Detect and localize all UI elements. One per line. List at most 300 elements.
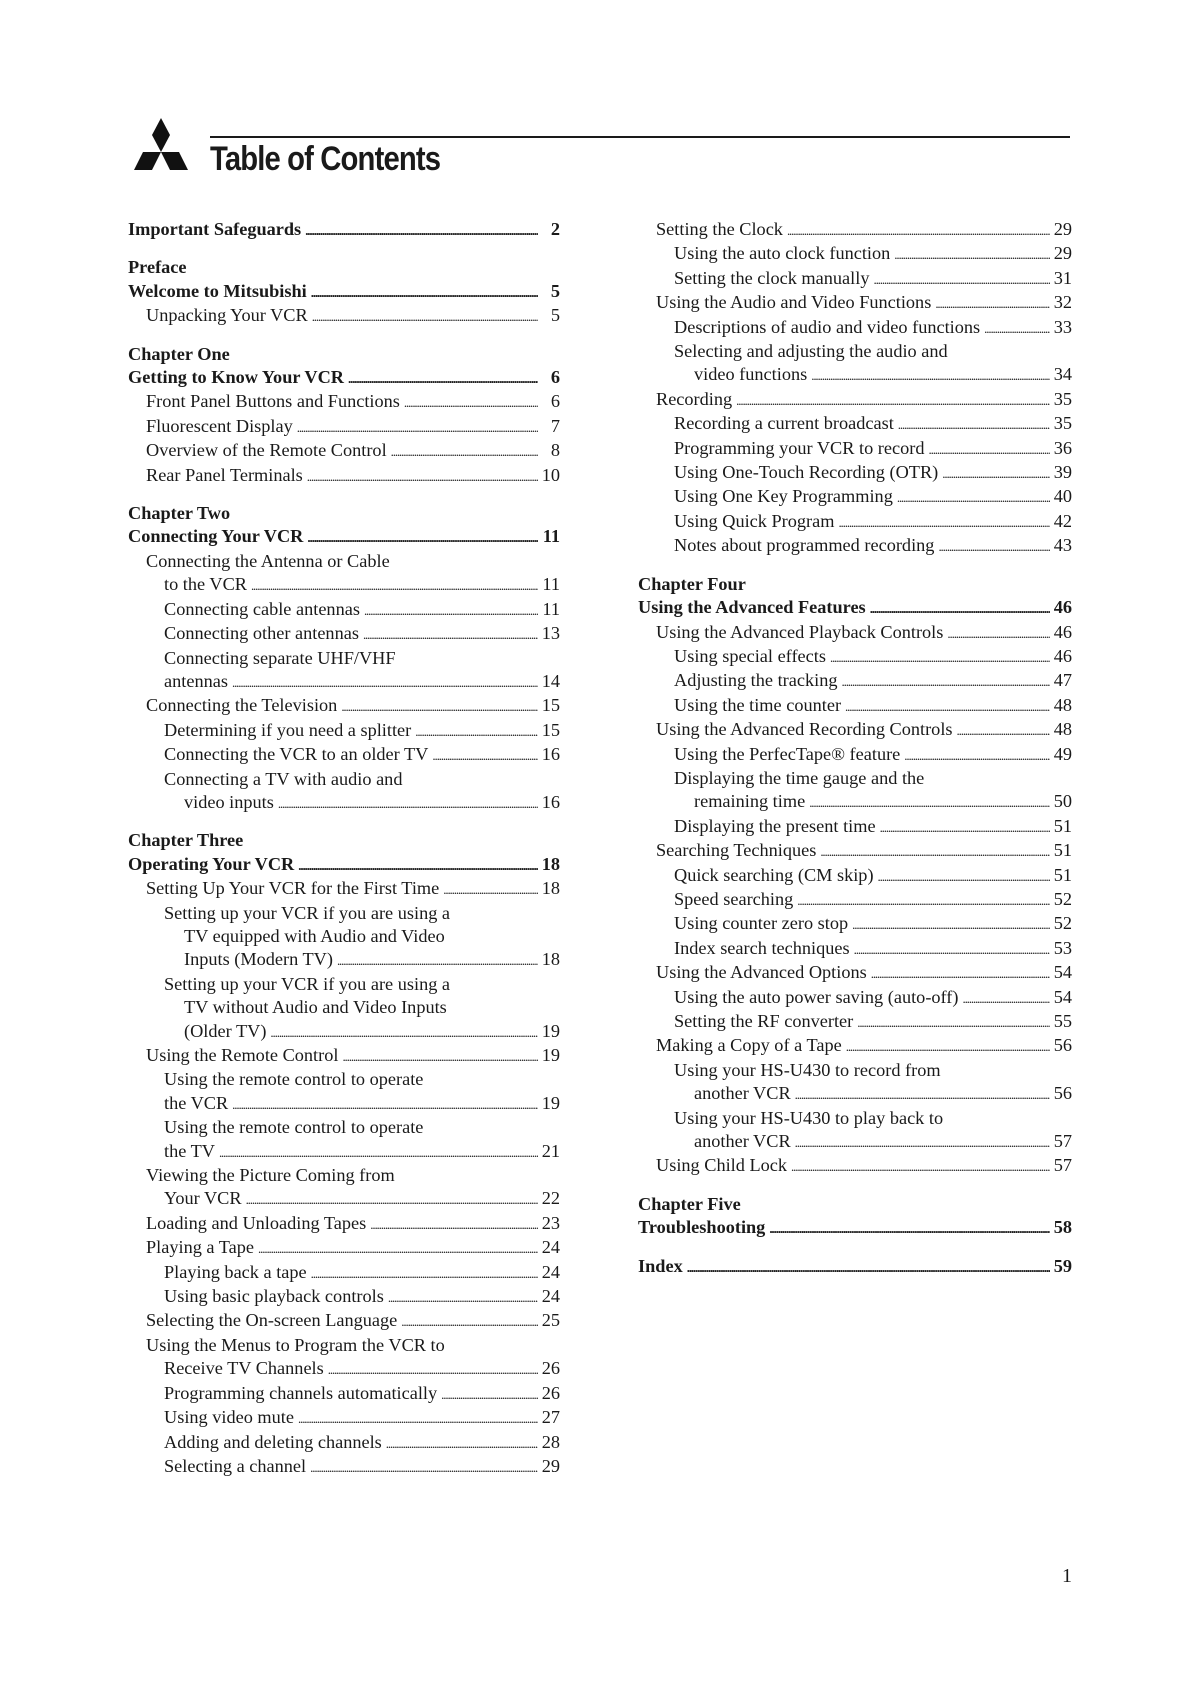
toc-entry[interactable] [638, 363, 1072, 387]
toc-entry-page: 46 [1053, 621, 1072, 642]
dot-leader [938, 534, 1049, 558]
toc-entry-title: Using the Advanced Recording Controls [656, 719, 953, 740]
toc-entry-title: another VCR [694, 1083, 791, 1104]
toc-entry-title: the TV [164, 1140, 215, 1161]
toc-entry[interactable] [638, 694, 1072, 718]
dot-leader [769, 1216, 1049, 1240]
toc-entry[interactable] [128, 1285, 560, 1309]
toc-entry[interactable] [638, 888, 1072, 912]
toc-entry-title: Unpacking Your VCR [146, 305, 308, 326]
toc-entry-title: Adding and deleting channels [164, 1431, 382, 1452]
toc-entry-title: Receive TV Channels [164, 1358, 324, 1379]
toc-entry[interactable] [638, 1154, 1072, 1178]
toc-entry[interactable] [128, 622, 560, 646]
toc-section-heading: Preface [128, 257, 187, 278]
toc-entry-title: Determining if you need a splitter [164, 719, 412, 740]
toc-entry-title: Selecting the On-screen Language [146, 1310, 398, 1331]
toc-entry-page: 51 [1053, 864, 1072, 885]
dot-leader [797, 888, 1049, 912]
dot-leader [443, 877, 537, 901]
dot-leader [687, 1255, 1050, 1279]
dot-leader [432, 743, 537, 767]
dot-leader [246, 1187, 538, 1211]
dot-leader [311, 280, 538, 304]
toc-entry-page: 35 [1053, 413, 1072, 434]
toc-entry-page: 7 [550, 415, 560, 436]
dot-leader [873, 267, 1049, 291]
toc-entry-page: 46 [1053, 645, 1072, 666]
dot-leader [795, 1130, 1050, 1154]
toc-entry-page: 54 [1053, 962, 1072, 983]
toc-entry-title: Using the auto power saving (auto-off) [674, 986, 959, 1007]
toc-entry[interactable] [128, 853, 560, 877]
dot-leader [363, 622, 538, 646]
toc-entry[interactable] [128, 1382, 560, 1406]
toc-entry-page: 54 [1053, 986, 1072, 1007]
toc-entry-title: Using special effects [674, 645, 826, 666]
toc-entry-title: Overview of the Remote Control [146, 440, 387, 461]
toc-entry-title: Connecting cable antennas [164, 598, 360, 619]
toc-entry[interactable] [128, 1406, 560, 1430]
toc-entry[interactable] [128, 1212, 560, 1236]
toc-entry-page: 13 [541, 623, 560, 644]
toc-entry[interactable] [638, 437, 1072, 461]
dot-leader [878, 864, 1050, 888]
dot-leader [386, 1431, 538, 1455]
toc-entry[interactable] [128, 439, 560, 463]
toc-entry-page: 19 [541, 1045, 560, 1065]
toc-entry-continued: Using the Menus to Program the VCR to [146, 1334, 445, 1355]
toc-entry-page: 28 [541, 1431, 560, 1452]
toc-entry[interactable] [638, 461, 1072, 485]
toc-entry-continued: Using the remote control to operate [164, 1069, 424, 1090]
toc-entry-page: 26 [541, 1358, 560, 1379]
toc-entry[interactable] [128, 694, 560, 718]
toc-entry-page: 53 [1053, 937, 1072, 958]
dot-leader [401, 1309, 537, 1333]
toc-entry-page: 31 [1053, 267, 1072, 288]
toc-entry-page: 14 [541, 670, 560, 691]
toc-entry[interactable] [128, 464, 560, 488]
toc-entry[interactable] [638, 1082, 1072, 1106]
toc-entry[interactable] [638, 596, 1072, 620]
toc-entry-title: Playing back a tape [164, 1261, 307, 1282]
toc-entry-page: 5 [550, 280, 560, 301]
toc-entry-title: Connecting the Television [146, 695, 338, 716]
toc-entry[interactable] [638, 669, 1072, 693]
dot-leader [736, 388, 1050, 412]
three-diamond-logo-icon [122, 118, 200, 188]
toc-entry[interactable] [128, 1020, 560, 1044]
toc-entry[interactable] [638, 1255, 1072, 1279]
toc-entry-page: 40 [1053, 486, 1072, 507]
toc-entry-title: Using the auto clock function [674, 243, 891, 264]
toc-entry[interactable] [128, 573, 560, 597]
toc-entry[interactable] [638, 316, 1072, 340]
toc-entry[interactable] [638, 1216, 1072, 1240]
toc-entry-title: Connecting Your VCR [128, 526, 304, 547]
toc-entry-page: 21 [541, 1140, 560, 1161]
toc-entry[interactable] [128, 280, 560, 304]
toc-entry-title: Selecting a channel [164, 1455, 307, 1476]
toc-entry-page: 19 [541, 1020, 560, 1041]
toc-entry-continued: TV without Audio and Video Inputs [184, 997, 447, 1018]
toc-entry[interactable] [638, 645, 1072, 669]
toc-entry[interactable] [638, 937, 1072, 961]
toc-entry-page: 23 [541, 1212, 560, 1233]
toc-entry-page: 18 [541, 949, 560, 970]
toc-entry-continued: Viewing the Picture Coming from [146, 1165, 395, 1186]
toc-section-heading: Chapter Four [638, 573, 746, 594]
toc-entry-page: 43 [1053, 535, 1072, 556]
toc-entry-page: 11 [542, 574, 560, 595]
toc-entry[interactable] [128, 877, 560, 901]
toc-entry-page: 24 [541, 1237, 560, 1258]
toc-entry-title: Using video mute [164, 1407, 294, 1428]
toc-entry[interactable] [128, 390, 560, 414]
dot-leader [880, 815, 1050, 839]
toc-entry-page: 56 [1053, 1083, 1072, 1104]
dot-leader [898, 412, 1050, 436]
toc-entry-title: Troubleshooting [638, 1217, 766, 1238]
toc-entry-title: Setting the RF converter [674, 1011, 854, 1031]
toc-entry-continued: Using your HS-U430 to record from [674, 1059, 941, 1080]
toc-entry-page: 29 [541, 1455, 560, 1476]
toc-entry[interactable] [638, 1034, 1072, 1058]
toc-entry[interactable] [128, 1044, 560, 1068]
toc-entry-page: 24 [541, 1286, 560, 1307]
toc-section-heading: Chapter Five [638, 1193, 741, 1214]
toc-entry-page: 10 [541, 464, 560, 485]
dot-leader [341, 694, 537, 718]
dot-leader [342, 1044, 537, 1068]
toc-entry[interactable] [638, 986, 1072, 1010]
toc-entry-title: Your VCR [164, 1188, 242, 1209]
toc-entry-page: 16 [541, 744, 560, 765]
toc-entry-title: video inputs [184, 791, 274, 812]
toc-entry-continued: Using the remote control to operate [164, 1117, 424, 1138]
toc-entry-title: Searching Techniques [656, 840, 817, 861]
dot-leader [935, 291, 1049, 315]
toc-entry-title: Important Safeguards [128, 219, 302, 239]
dot-leader [364, 598, 538, 622]
toc-entry-title: Using the Remote Control [146, 1045, 339, 1065]
toc-entry[interactable] [638, 718, 1072, 742]
toc-entry[interactable] [638, 839, 1072, 863]
toc-entry[interactable] [638, 534, 1072, 558]
toc-entry-page: 55 [1053, 1011, 1072, 1031]
dot-leader [441, 1382, 538, 1406]
dot-leader [894, 242, 1049, 266]
toc-entry[interactable] [128, 670, 560, 694]
toc-entry-page: 39 [1053, 462, 1072, 483]
toc-entry-page: 57 [1053, 1131, 1072, 1152]
dot-leader [311, 1261, 538, 1285]
dot-leader [904, 743, 1049, 767]
toc-section-heading: Chapter Three [128, 830, 244, 851]
dot-leader [415, 719, 537, 743]
toc-entry-page: 6 [550, 367, 560, 388]
toc-entry[interactable] [638, 485, 1072, 509]
toc-section-heading: Chapter One [128, 343, 230, 364]
toc-entry-title: Using the Audio and Video Functions [656, 292, 932, 313]
toc-entry-continued: Connecting the Antenna or Cable [146, 550, 390, 571]
dot-leader [337, 948, 538, 972]
toc-entry-page: 49 [1053, 743, 1072, 764]
toc-entry-page: 51 [1053, 815, 1072, 836]
toc-entry-continued: Connecting a TV with audio and [164, 768, 403, 789]
dot-leader [258, 1236, 538, 1260]
dot-leader [232, 1092, 538, 1116]
toc-entry-title: Inputs (Modern TV) [184, 949, 333, 970]
toc-entry-page: 34 [1053, 364, 1072, 385]
dot-leader [348, 366, 538, 390]
toc-entry[interactable] [128, 1261, 560, 1285]
toc-entry[interactable] [128, 948, 560, 972]
toc-entry-title: Setting Up Your VCR for the First Time [146, 878, 440, 899]
dot-leader [842, 669, 1050, 693]
dot-leader [219, 1140, 538, 1164]
toc-entry-page: 24 [541, 1261, 560, 1282]
toc-entry-page: 52 [1053, 888, 1072, 909]
toc-entry[interactable] [638, 412, 1072, 436]
toc-entry-continued: Using your HS-U430 to play back to [674, 1107, 944, 1128]
toc-entry-title: antennas [164, 670, 228, 691]
toc-entry-page: 32 [1053, 292, 1072, 313]
toc-entry-title: Loading and Unloading Tapes [146, 1212, 367, 1233]
toc-entry-page: 2 [550, 219, 560, 239]
toc-entry-page: 22 [541, 1188, 560, 1209]
dot-leader [791, 1154, 1050, 1178]
toc-entry-page: 19 [541, 1092, 560, 1113]
toc-entry-continued: Selecting and adjusting the audio and [674, 341, 948, 362]
dot-leader [820, 839, 1049, 863]
toc-entry-page: 33 [1053, 316, 1072, 337]
toc-entry[interactable] [638, 1010, 1072, 1034]
dot-leader [251, 573, 538, 597]
page-header [122, 112, 1070, 192]
dot-leader [787, 218, 1050, 242]
toc-entry-title: Speed searching [674, 888, 794, 909]
toc-entry-page: 50 [1053, 791, 1072, 812]
toc-entry-title: Using One Key Programming [674, 486, 893, 507]
toc-entry-title: Operating Your VCR [128, 853, 295, 874]
page-title: Table of Contents [210, 140, 441, 178]
toc-entry[interactable] [638, 291, 1072, 315]
toc-entry-title: Getting to Know Your VCR [128, 367, 344, 388]
dot-leader [312, 304, 538, 328]
toc-entry[interactable] [128, 218, 560, 242]
toc-entry-page: 57 [1053, 1155, 1072, 1176]
dot-leader [830, 645, 1050, 669]
toc-entry-page: 18 [541, 878, 560, 899]
toc-entry-title: Recording [656, 388, 733, 409]
toc-entry-continued: Setting up your VCR if you are using a [164, 902, 451, 923]
toc-entry-page: 16 [541, 791, 560, 812]
toc-entry[interactable] [638, 388, 1072, 412]
toc-entry-page: 26 [541, 1382, 560, 1403]
toc-entry[interactable] [128, 304, 560, 328]
toc-entry[interactable] [128, 366, 560, 390]
dot-leader [404, 390, 538, 414]
dot-leader [305, 218, 538, 242]
toc-entry-page: 11 [542, 598, 560, 619]
toc-entry-title: Index search techniques [674, 937, 850, 958]
toc-entry-title: Adjusting the tracking [674, 670, 838, 691]
toc-entry-title: Rear Panel Terminals [146, 464, 303, 485]
toc-section-heading: Chapter Two [128, 503, 231, 524]
toc-entry-title: Setting the clock manually [674, 267, 870, 288]
toc-entry-title: Using the Advanced Options [656, 962, 867, 983]
toc-entry-title: Using counter zero stop [674, 913, 849, 934]
dot-leader [857, 1010, 1049, 1034]
toc-entry[interactable] [128, 791, 560, 815]
dot-leader [871, 961, 1050, 985]
dot-leader [809, 790, 1050, 814]
toc-entry-title: Using the time counter [674, 694, 842, 715]
toc-entry[interactable] [128, 525, 560, 549]
toc-left-column [128, 218, 560, 1479]
dot-leader [298, 853, 537, 877]
toc-entry-title: Descriptions of audio and video functions [674, 316, 981, 337]
toc-entry-page: 47 [1053, 670, 1072, 691]
toc-entry-page: 29 [1053, 219, 1072, 239]
toc-entry[interactable] [128, 598, 560, 622]
toc-entry-title: remaining time [694, 791, 806, 812]
toc-entry[interactable] [638, 961, 1072, 985]
toc-entry[interactable] [128, 1309, 560, 1333]
dot-leader [270, 1020, 537, 1044]
toc-entry-title: Front Panel Buttons and Functions [146, 391, 400, 412]
dot-leader [854, 937, 1050, 961]
toc-entry-title: Making a Copy of a Tape [656, 1035, 842, 1056]
toc-entry-page: 15 [541, 719, 560, 740]
toc-entry-title: Welcome to Mitsubishi [128, 280, 307, 301]
toc-entry-title: Connecting other antennas [164, 623, 359, 644]
toc-entry[interactable] [638, 790, 1072, 814]
toc-entry-title: Index [638, 1255, 683, 1276]
toc-entry[interactable] [128, 719, 560, 743]
dot-leader [391, 439, 538, 463]
toc-entry-title: Notes about programmed recording [674, 535, 935, 556]
toc-right-column [638, 218, 1072, 1279]
dot-leader [838, 510, 1049, 534]
dot-leader [388, 1285, 538, 1309]
dot-leader [962, 986, 1049, 1010]
toc-entry[interactable] [638, 218, 1072, 242]
toc-entry-page: 42 [1053, 510, 1072, 531]
toc-entry[interactable] [638, 743, 1072, 767]
toc-entry-title: Using Child Lock [656, 1155, 788, 1176]
toc-entry[interactable] [638, 510, 1072, 534]
toc-entry-title: Recording a current broadcast [674, 413, 894, 434]
dot-leader [929, 437, 1050, 461]
toc-entry-continued: Connecting separate UHF/VHF [164, 647, 396, 668]
toc-entry[interactable] [128, 1357, 560, 1381]
toc-entry[interactable] [128, 1187, 560, 1211]
dot-leader [957, 718, 1050, 742]
toc-entry[interactable] [128, 743, 560, 767]
dot-leader [307, 464, 538, 488]
toc-entry-title: Using One-Touch Recording (OTR) [674, 462, 939, 483]
toc-entry-page: 36 [1053, 437, 1072, 458]
toc-entry-title: Using Quick Program [674, 510, 835, 531]
toc-entry[interactable] [638, 242, 1072, 266]
toc-entry-title: the VCR [164, 1092, 229, 1113]
toc-entry-page: 51 [1053, 840, 1072, 861]
toc-entry-title: Fluorescent Display [146, 415, 293, 436]
toc-entry[interactable] [128, 1236, 560, 1260]
toc-entry-title: Programming channels automatically [164, 1382, 438, 1403]
header-rule [210, 136, 1070, 138]
toc-entry-page: 48 [1053, 719, 1072, 740]
dot-leader [984, 316, 1050, 340]
toc-entry-title: Quick searching (CM skip) [674, 864, 874, 885]
toc-entry-title: Using the PerfecTape® feature [674, 743, 901, 764]
toc-entry-page: 18 [541, 853, 560, 874]
dot-leader [897, 485, 1050, 509]
toc-entry-page: 11 [542, 526, 560, 547]
toc-entry-page: 46 [1053, 597, 1072, 618]
toc-entry-title: video functions [694, 364, 808, 385]
toc-entry-page: 58 [1053, 1217, 1072, 1238]
toc-entry-title: another VCR [694, 1131, 791, 1152]
toc-entry-title: Using the Advanced Playback Controls [656, 621, 944, 642]
toc-entry-title: Setting the Clock [656, 219, 783, 239]
toc-entry-page: 35 [1053, 388, 1072, 409]
toc-entry-continued: TV equipped with Audio and Video [184, 925, 445, 946]
toc-entry-title: to the VCR [164, 574, 247, 595]
toc-entry[interactable] [638, 267, 1072, 291]
toc-entry-page: 27 [541, 1407, 560, 1428]
toc-entry-page: 52 [1053, 913, 1072, 934]
dot-leader [870, 596, 1050, 620]
toc-entry-title: Connecting the VCR to an older TV [164, 744, 429, 765]
dot-leader [942, 461, 1049, 485]
toc-entry[interactable] [638, 1130, 1072, 1154]
toc-entry-page: 25 [541, 1310, 560, 1331]
toc-entry-title: Programming your VCR to record [674, 437, 925, 458]
toc-entry-page: 6 [550, 391, 560, 412]
toc-entry-title: (Older TV) [184, 1020, 267, 1041]
toc-entry[interactable] [128, 1140, 560, 1164]
dot-leader [811, 363, 1049, 387]
toc-entry-page: 29 [1053, 243, 1072, 264]
toc-entry[interactable] [638, 815, 1072, 839]
toc-entry-continued: Setting up your VCR if you are using a [164, 973, 451, 994]
dot-leader [795, 1082, 1050, 1106]
dot-leader [846, 1034, 1050, 1058]
toc-entry-page: 48 [1053, 694, 1072, 715]
toc-entry[interactable] [128, 1431, 560, 1455]
toc-entry[interactable] [638, 864, 1072, 888]
dot-leader [852, 912, 1050, 936]
toc-entry[interactable] [638, 912, 1072, 936]
dot-leader [278, 791, 538, 815]
dot-leader [947, 621, 1049, 645]
toc-entry[interactable] [128, 1455, 560, 1479]
dot-leader [297, 415, 538, 439]
toc-entry-continued: Displaying the time gauge and the [674, 767, 925, 788]
toc-entry-page: 5 [550, 305, 560, 326]
toc-entry-page: 8 [550, 440, 560, 461]
dot-leader [232, 670, 538, 694]
toc-entry-page: 59 [1053, 1255, 1072, 1276]
toc-entry[interactable] [638, 621, 1072, 645]
toc-entry[interactable] [128, 415, 560, 439]
page-number: 1 [1062, 1565, 1072, 1587]
toc-entry[interactable] [128, 1092, 560, 1116]
